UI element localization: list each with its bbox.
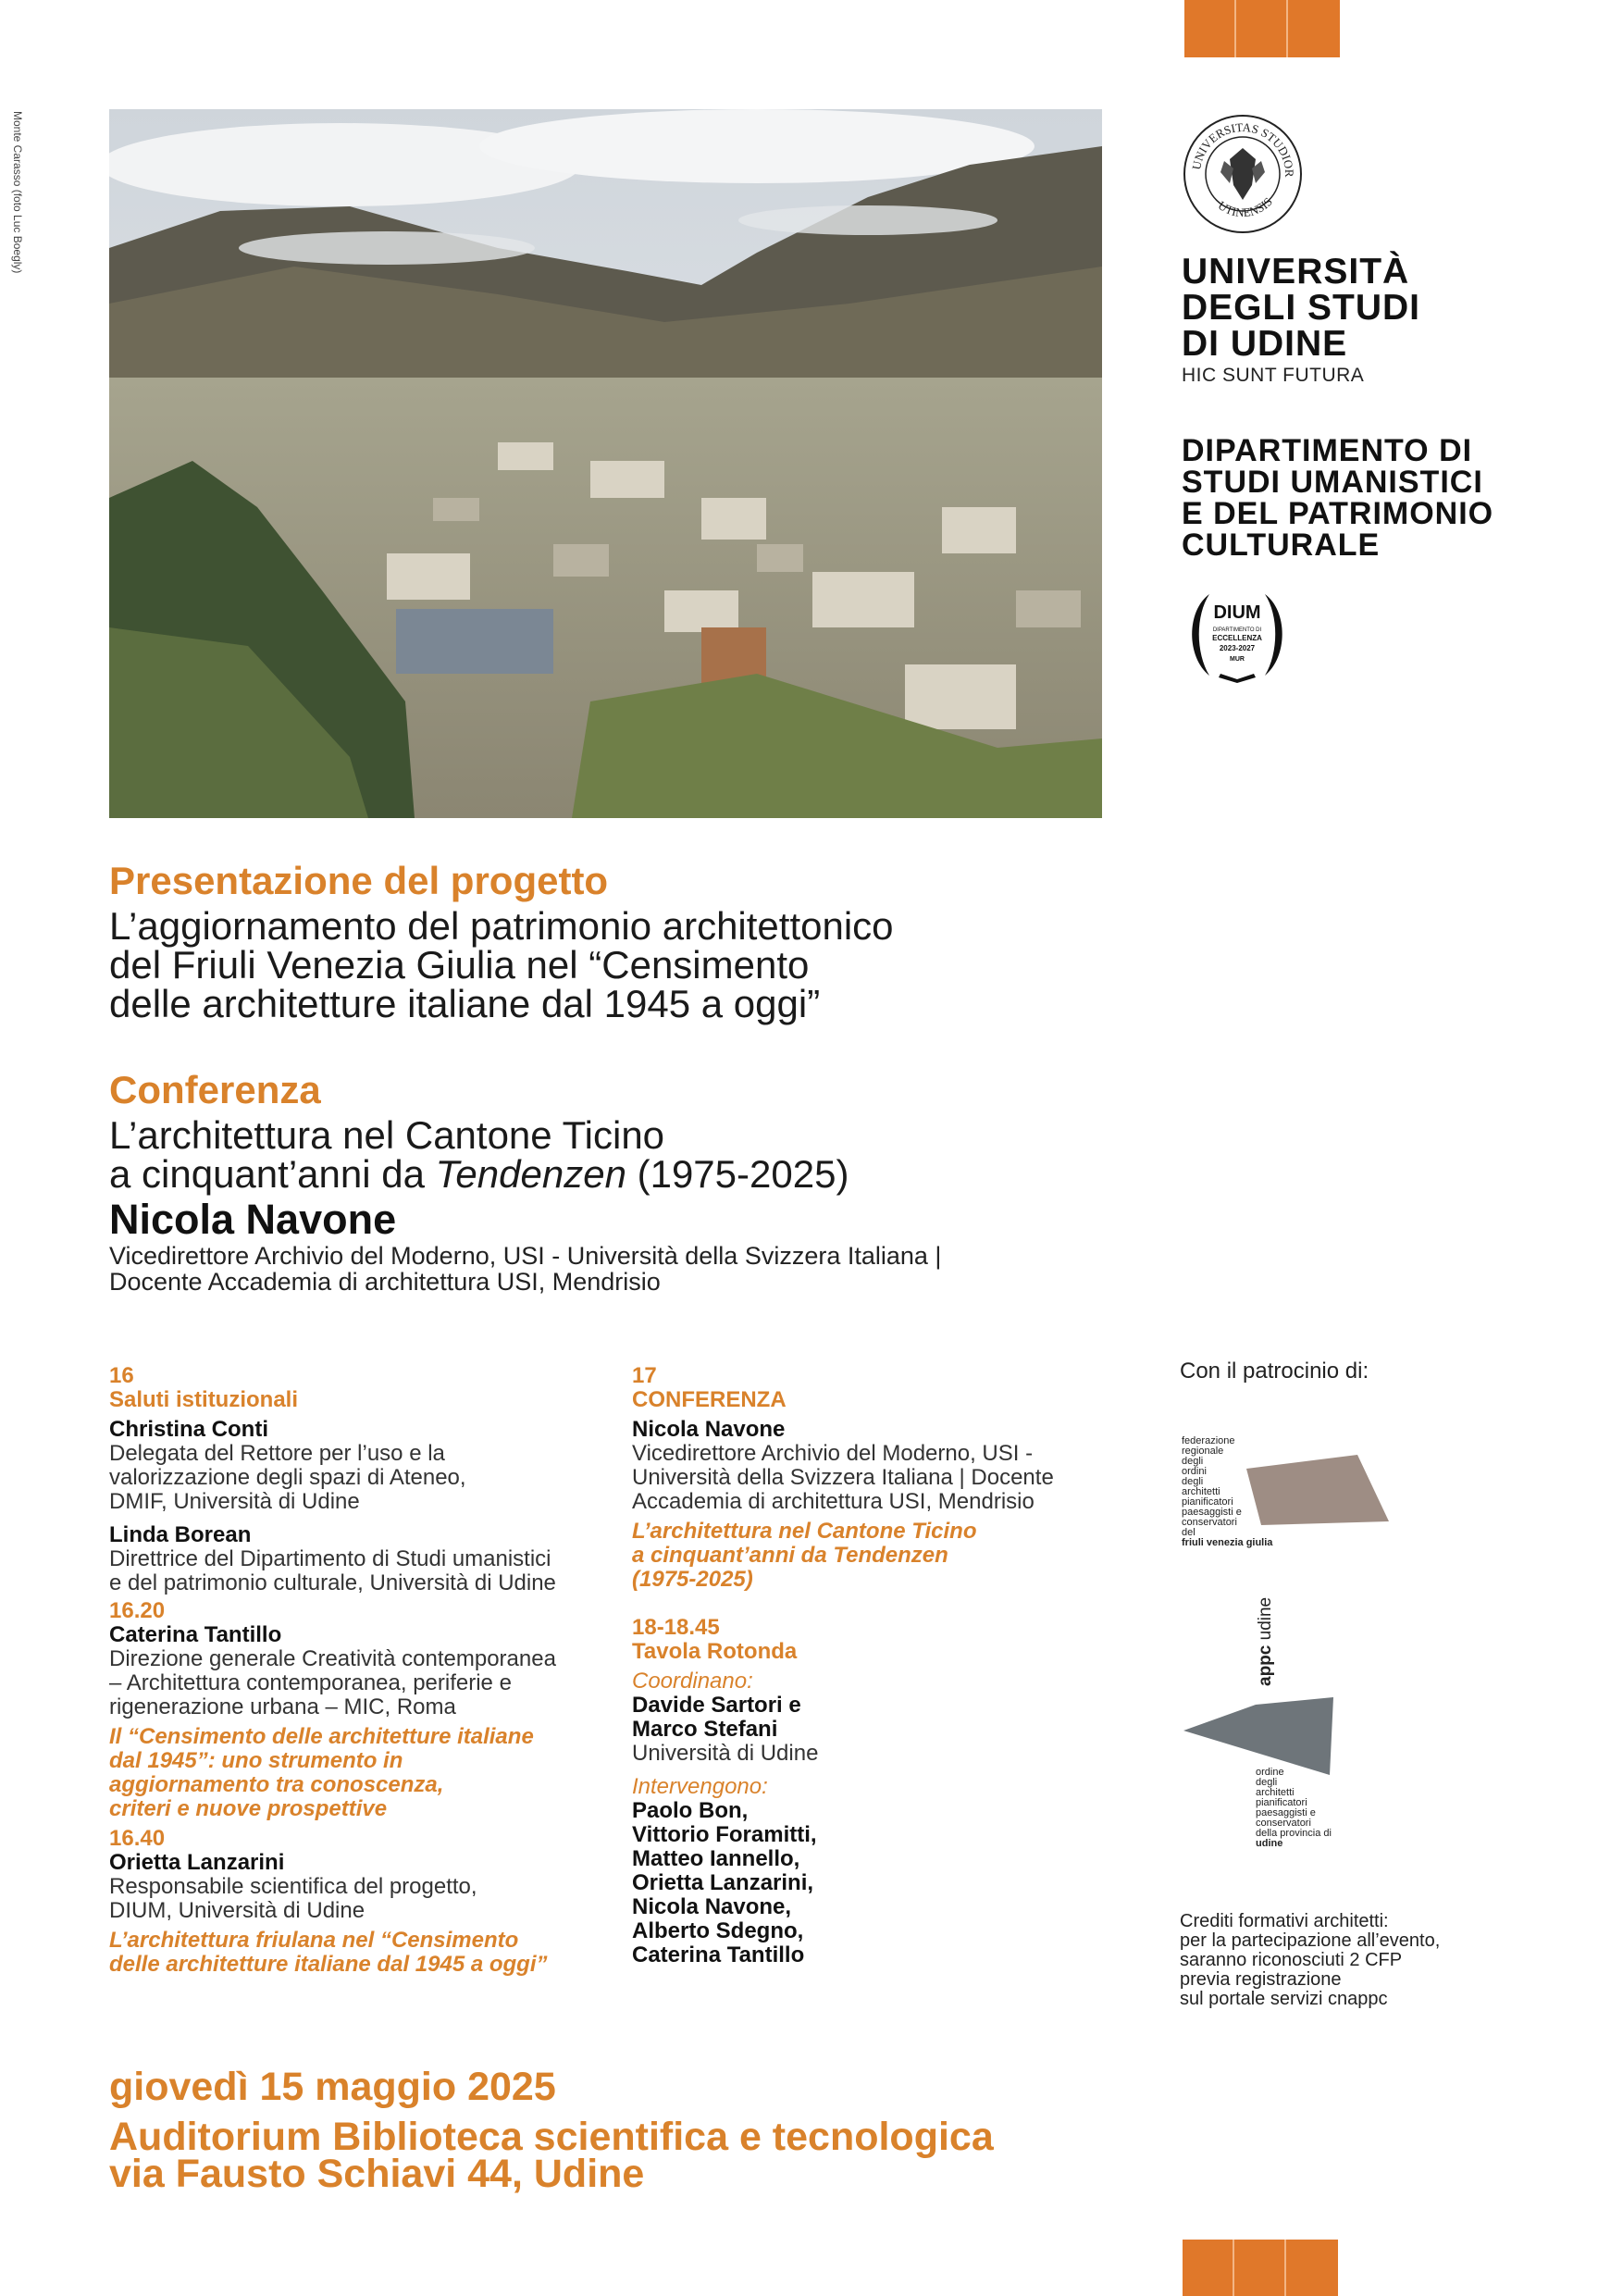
presentation-label: Presentazione del progetto (109, 859, 609, 902)
ordine-udine-logo: appc udine ordine degli architetti pianificatori paesaggisti e conservatori della provincia di udine (1182, 1601, 1367, 1860)
time-17: 17 (632, 1363, 657, 1388)
session-title: Tavola Rotonda (632, 1639, 798, 1664)
svg-text:MUR: MUR (1230, 656, 1245, 663)
speaker-name: Orietta Lanzarini (109, 1850, 285, 1875)
bottom-orange-block (1183, 2240, 1338, 2296)
program-left-column: 16 Saluti istituzionali Christina Conti Delegata del Rettore per l’uso e la valorizzazione degli spazi di Ateneo, DMIF, Università di Udine Linda Borean Direttrice del Dipartimento di Studi umanistici e del patrimonio culturale, Università di Udine 16.20 Caterina Tantillo Direzione generale Creatività contemporanea – Architettura contemporanea, periferie e rigenerazione urbana – MIC, Roma Il “Censimento delle architetture italiane dal 1945”: uno strumento in aggiornamento tra conoscenza, criteri e nuove prospettive 16.40 Orietta Lanzarini Responsabile scientifica del progetto, DIUM, Università di Udine L’architettura friulana nel “Censimento delle architetture italiane dal 1945 a oggi” (109, 1364, 627, 1977)
presentation-title: L’aggiornamento del patrimonio architettonico del Friuli Venezia Giulia nel “Censimento delle architetture italiane dal 1945 a oggi” (109, 904, 894, 1025)
time-1620: 16.20 (109, 1598, 166, 1623)
time-1640: 16.40 (109, 1826, 166, 1851)
speaker-name: Caterina Tantillo (109, 1622, 282, 1647)
conference-label: Conferenza (109, 1068, 321, 1111)
ordini-fvg-logo: federazione regionale degli ordini degli architetti pianificatori paesaggisti e conservatori del friuli venezia giulia (1182, 1436, 1394, 1566)
speaker-name: Christina Conti (109, 1417, 268, 1442)
department-name: DIPARTIMENTO DI STUDI UMANISTICI E DEL PATRIMONIO CULTURALE (1182, 433, 1494, 563)
university-name: UNIVERSITÀ DEGLI STUDI DI UDINE (1182, 252, 1421, 364)
time-16: 16 (109, 1363, 134, 1388)
svg-text:DIUM: DIUM (1213, 602, 1261, 623)
session-title: CONFERENZA (632, 1387, 787, 1412)
training-credits: Crediti formativi architetti: per la partecipazione all’evento, saranno riconosciuti 2 CFP previa registrazione sul portale servizi cnappc (1180, 1911, 1441, 2009)
patronage-label: Con il patrocinio di: (1180, 1359, 1369, 1384)
university-motto: HIC SUNT FUTURA (1182, 365, 1365, 386)
time-18: 18-18.45 (632, 1615, 720, 1640)
program-right-column: 17 CONFERENZA Nicola Navone Vicedirettore Archivio del Moderno, USI - Università della Svizzera Italiana | Docente Accademia di architettura USI, Mendrisio L’architettura nel Cantone Ticino a cinquant’anni da Tendenzen (1975-2025) 18-18.45 Tavola Rotonda Coordinano: Davide Sartori e Marco Stefani Università di Udine Intervengono: Paolo Bon, Vittorio Foramitti, Matteo Iannello, Orietta Lanzarini, Nicola Navone, Alberto Sdegno, Caterina Tantillo (632, 1364, 1113, 1967)
speaker-name: Nicola Navone (632, 1417, 786, 1442)
svg-text:UNIVERSITAS STUDIORUM: UNIVERSITAS STUDIOR (1189, 119, 1297, 178)
session-title: Saluti istituzionali (109, 1387, 299, 1412)
event-venue: Auditorium Biblioteca scientifica e tecnologica (109, 2115, 994, 2159)
photo-credit: Monte Carasso (foto Luc Boegly) (11, 111, 24, 274)
svg-text:ECCELLENZA: ECCELLENZA (1212, 634, 1262, 642)
university-seal (1182, 113, 1304, 235)
conference-speaker-role: Vicedirettore Archivio del Moderno, USI - Università della Svizzera Italiana | Docente Accademia di architettura USI, Mendrisio (109, 1242, 942, 1296)
event-address: via Fausto Schiavi 44, Udine (109, 2152, 645, 2196)
svg-text:2023-2027: 2023-2027 (1219, 644, 1256, 652)
svg-text:UTINENSIS: UTINENSIS (1215, 194, 1275, 220)
conference-speaker: Nicola Navone (109, 1196, 397, 1243)
event-date: giovedì 15 maggio 2025 (109, 2065, 556, 2109)
dium-excellence-badge (1182, 583, 1293, 687)
speaker-name: Linda Borean (109, 1522, 252, 1547)
top-orange-block (1184, 0, 1340, 57)
landscape-photo (109, 109, 1102, 818)
svg-text:DIPARTIMENTO DI: DIPARTIMENTO DI (1212, 627, 1262, 633)
conference-title: L’architettura nel Cantone Ticino a cinquant’anni da Tendenzen (1975-2025) (109, 1113, 849, 1196)
